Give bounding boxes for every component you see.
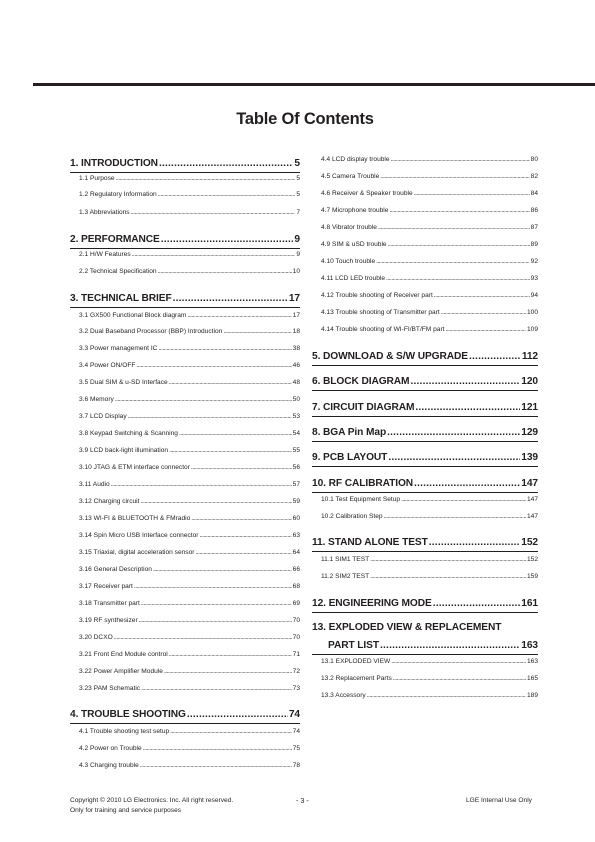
toc-entry-page: 147 bbox=[526, 513, 538, 520]
toc-entry-label: 13.3 Accessory bbox=[321, 692, 366, 699]
section-underline bbox=[70, 723, 300, 724]
toc-entry-label: 8. BGA Pin Map bbox=[312, 427, 387, 438]
toc-subsection-entry[interactable] bbox=[79, 345, 300, 352]
toc-subsection-entry[interactable] bbox=[79, 617, 300, 624]
toc-leader-dots bbox=[380, 173, 529, 180]
toc-section-entry[interactable] bbox=[312, 452, 538, 463]
toc-leader-dots bbox=[140, 762, 292, 769]
toc-subsection-entry[interactable] bbox=[321, 326, 538, 333]
toc-subsection-entry[interactable] bbox=[79, 728, 300, 735]
toc-entry-page: 7 bbox=[296, 209, 300, 216]
toc-entry-label: 3.16 General Description bbox=[79, 566, 152, 573]
toc-leader-dots bbox=[446, 326, 526, 333]
toc-entry-page: 109 bbox=[526, 326, 538, 333]
section-underline bbox=[312, 612, 538, 613]
toc-leader-dots bbox=[132, 251, 296, 258]
toc-subsection-entry[interactable] bbox=[321, 675, 538, 682]
toc-leader-dots bbox=[169, 651, 292, 658]
toc-entry-page: 69 bbox=[292, 600, 300, 607]
toc-leader-dots bbox=[441, 309, 526, 316]
toc-entry-label: 3.12 Charging circuit bbox=[79, 498, 140, 505]
toc-leader-dots bbox=[136, 362, 291, 369]
toc-entry-page: 54 bbox=[292, 430, 300, 437]
toc-entry-page: 94 bbox=[530, 292, 538, 299]
toc-subsection-entry[interactable] bbox=[321, 224, 538, 231]
toc-entry-page: 129 bbox=[521, 427, 538, 438]
toc-entry-page: 9 bbox=[296, 251, 300, 258]
toc-leader-dots bbox=[414, 190, 530, 197]
toc-leader-dots bbox=[429, 537, 521, 548]
toc-section-entry[interactable] bbox=[70, 293, 300, 304]
toc-subsection-entry[interactable] bbox=[321, 207, 538, 214]
toc-subsection-entry[interactable] bbox=[79, 651, 300, 658]
toc-leader-dots bbox=[158, 268, 292, 275]
toc-leader-dots bbox=[159, 158, 293, 169]
toc-entry-page: 60 bbox=[292, 515, 300, 522]
toc-entry-page: 74 bbox=[288, 709, 300, 720]
section-underline bbox=[312, 416, 538, 417]
toc-entry-label: 3.11 Audio bbox=[79, 481, 110, 488]
toc-leader-dots bbox=[140, 498, 291, 505]
toc-leader-dots bbox=[391, 658, 526, 665]
toc-subsection-entry[interactable] bbox=[79, 745, 300, 752]
toc-entry-label: 13.1 EXPLODED VIEW bbox=[321, 658, 391, 665]
toc-leader-dots bbox=[387, 427, 520, 438]
toc-entry-label: 2. PERFORMANCE bbox=[70, 234, 160, 245]
toc-leader-dots bbox=[195, 549, 291, 556]
toc-leader-dots bbox=[393, 675, 526, 682]
toc-subsection-entry[interactable] bbox=[79, 668, 300, 675]
toc-entry-label: 4.7 Microphone trouble bbox=[321, 207, 389, 214]
toc-subsection-entry[interactable] bbox=[79, 312, 300, 319]
toc-subsection-entry[interactable] bbox=[321, 496, 538, 503]
toc-subsection-entry[interactable] bbox=[79, 634, 300, 641]
toc-entry-page: 139 bbox=[521, 452, 538, 463]
toc-leader-dots bbox=[169, 379, 292, 386]
toc-entry-label: 4. TROUBLE SHOOTING bbox=[70, 709, 186, 720]
toc-entry-page: 46 bbox=[292, 362, 300, 369]
toc-leader-dots bbox=[158, 345, 291, 352]
toc-entry-label: 3.18 Transmitter part bbox=[79, 600, 140, 607]
toc-entry-label: 4.1 Trouble shooting test setup bbox=[79, 728, 170, 735]
toc-subsection-entry[interactable] bbox=[321, 258, 538, 265]
toc-entry-label: 3.15 Triaxial, digital acceleration sensor bbox=[79, 549, 195, 556]
toc-section-entry[interactable] bbox=[312, 427, 538, 438]
toc-entry-label: 4.2 Power on Trouble bbox=[79, 745, 142, 752]
toc-entry-label: 4.10 Touch trouble bbox=[321, 258, 376, 265]
toc-entry-page: 56 bbox=[292, 464, 300, 471]
toc-entry-label: 9. PCB LAYOUT bbox=[312, 452, 388, 463]
toc-leader-dots bbox=[179, 430, 292, 437]
toc-leader-dots bbox=[389, 207, 529, 214]
toc-entry-label: 2.1 H/W Features bbox=[79, 251, 131, 258]
toc-entry-page: 89 bbox=[530, 241, 538, 248]
toc-entry-label: 3.22 Power Amplifier Module bbox=[79, 668, 163, 675]
toc-leader-dots bbox=[384, 513, 526, 520]
toc-entry-page: 73 bbox=[292, 685, 300, 692]
toc-subsection-entry[interactable] bbox=[79, 430, 300, 437]
toc-entry-label: 3.20 DCXO bbox=[79, 634, 113, 641]
toc-subsection-entry[interactable] bbox=[79, 362, 300, 369]
toc-leader-dots bbox=[410, 376, 520, 387]
toc-entry-label: 1. INTRODUCTION bbox=[70, 158, 158, 169]
toc-section-entry[interactable] bbox=[70, 709, 300, 720]
toc-entry-page: 57 bbox=[292, 481, 300, 488]
toc-entry-label: 6. BLOCK DIAGRAM bbox=[312, 376, 410, 387]
toc-entry-page: 82 bbox=[530, 173, 538, 180]
toc-entry-label: 3.13 WI-FI & BLUETOOTH & FMradio bbox=[79, 515, 191, 522]
toc-entry-label: 1.1 Purpose bbox=[79, 175, 115, 182]
toc-entry-label: 10.1 Test Equipment Setup bbox=[321, 496, 401, 503]
section-underline bbox=[312, 390, 538, 391]
toc-leader-dots bbox=[434, 292, 530, 299]
toc-leader-dots bbox=[131, 209, 296, 216]
toc-leader-dots bbox=[367, 692, 526, 699]
toc-subsection-entry[interactable] bbox=[79, 379, 300, 386]
section-underline bbox=[312, 551, 538, 552]
toc-entry-page: 5 bbox=[296, 175, 300, 182]
toc-leader-dots bbox=[386, 275, 530, 282]
toc-leader-dots bbox=[199, 532, 291, 539]
toc-section-entry[interactable] bbox=[70, 234, 300, 245]
toc-leader-dots bbox=[187, 709, 288, 720]
toc-leader-dots bbox=[153, 566, 292, 573]
toc-entry-page: 163 bbox=[526, 658, 538, 665]
toc-entry-page: 159 bbox=[526, 573, 538, 580]
toc-subsection-entry[interactable] bbox=[79, 191, 300, 198]
toc-subsection-entry[interactable] bbox=[79, 328, 300, 335]
toc-section-entry[interactable] bbox=[312, 598, 538, 609]
toc-subsection-entry[interactable] bbox=[79, 396, 300, 403]
toc-subsection-entry[interactable] bbox=[321, 309, 538, 316]
toc-entry-label: 13.2 Replacement Parts bbox=[321, 675, 392, 682]
toc-subsection-entry[interactable] bbox=[79, 251, 300, 258]
toc-subsection-entry[interactable] bbox=[79, 413, 300, 420]
toc-entry-label: 4.8 Vibrator trouble bbox=[321, 224, 377, 231]
toc-entry-label: 3.4 Power ON/OFF bbox=[79, 362, 136, 369]
toc-entry-label: 3.23 PAM Schematic bbox=[79, 685, 141, 692]
toc-leader-dots bbox=[114, 634, 292, 641]
toc-subsection-entry[interactable] bbox=[79, 209, 300, 216]
toc-leader-dots bbox=[415, 402, 520, 413]
toc-entry-page: 64 bbox=[292, 549, 300, 556]
toc-subsection-entry[interactable] bbox=[79, 762, 300, 769]
toc-subsection-entry[interactable] bbox=[79, 481, 300, 488]
toc-subsection-entry[interactable] bbox=[79, 498, 300, 505]
toc-entry-page: 189 bbox=[526, 692, 538, 699]
section-underline bbox=[312, 365, 538, 366]
toc-leader-dots bbox=[173, 293, 288, 304]
toc-subsection-entry[interactable] bbox=[79, 549, 300, 556]
toc-entry-page: 59 bbox=[292, 498, 300, 505]
toc-leader-dots bbox=[370, 573, 526, 580]
toc-entry-page: 18 bbox=[292, 328, 300, 335]
toc-entry-label: 3.5 Dual SIM & u-SD Interface bbox=[79, 379, 168, 386]
toc-leader-dots bbox=[143, 745, 292, 752]
toc-entry-page: 17 bbox=[292, 312, 300, 319]
toc-subsection-entry[interactable] bbox=[321, 173, 538, 180]
toc-entry-label: 4.3 Charging trouble bbox=[79, 762, 139, 769]
toc-entry-label: 3.21 Front End Module control bbox=[79, 651, 168, 658]
toc-leader-dots bbox=[128, 413, 292, 420]
section-underline bbox=[70, 172, 300, 173]
toc-entry-label: PART LIST bbox=[328, 640, 379, 651]
toc-entry-page: 92 bbox=[530, 258, 538, 265]
toc-entry-label: 1.3 Abbreviations bbox=[79, 209, 130, 216]
toc-subsection-entry[interactable] bbox=[79, 268, 300, 275]
toc-entry-page: 5 bbox=[296, 191, 300, 198]
footer-page-number: - 3 - bbox=[296, 796, 309, 805]
toc-entry-page: 163 bbox=[521, 640, 538, 651]
toc-entry-page: 72 bbox=[292, 668, 300, 675]
toc-entry-label: 2.2 Technical Specification bbox=[79, 268, 157, 275]
toc-entry-page: 100 bbox=[526, 309, 538, 316]
toc-leader-dots bbox=[139, 617, 292, 624]
toc-leader-dots bbox=[170, 728, 291, 735]
toc-entry-label: 11. STAND ALONE TEST bbox=[312, 537, 428, 548]
toc-leader-dots bbox=[158, 191, 296, 198]
section-underline bbox=[312, 466, 538, 467]
toc-leader-dots bbox=[469, 351, 521, 362]
toc-leader-dots bbox=[388, 452, 520, 463]
toc-subsection-entry[interactable] bbox=[321, 190, 538, 197]
toc-entry-label: 3.8 Keypad Switching & Scanning bbox=[79, 430, 178, 437]
toc-entry-page: 10 bbox=[292, 268, 300, 275]
footer-training-note: Only for training and service purposes bbox=[70, 807, 182, 814]
toc-entry-page: 147 bbox=[526, 496, 538, 503]
toc-subsection-entry[interactable] bbox=[321, 692, 538, 699]
toc-subsection-entry[interactable] bbox=[321, 292, 538, 299]
toc-entry-page: 9 bbox=[294, 234, 300, 245]
toc-section-entry[interactable] bbox=[70, 158, 300, 169]
toc-entry-label: 7. CIRCUIT DIAGRAM bbox=[312, 402, 415, 413]
toc-entry-page: 87 bbox=[530, 224, 538, 231]
toc-entry-label: 3.19 RF synthesizer bbox=[79, 617, 138, 624]
toc-entry-label: 11.2 SIM2 TEST bbox=[321, 573, 370, 580]
toc-leader-dots bbox=[161, 234, 294, 245]
toc-subsection-entry[interactable] bbox=[79, 685, 300, 692]
toc-entry-page: 5 bbox=[294, 158, 300, 169]
toc-subsection-entry[interactable] bbox=[321, 658, 538, 665]
toc-subsection-entry[interactable] bbox=[321, 513, 538, 520]
toc-leader-dots bbox=[414, 478, 520, 489]
toc-entry-page: 70 bbox=[292, 617, 300, 624]
toc-entry-label: 4.9 SIM & uSD trouble bbox=[321, 241, 387, 248]
toc-entry-page: 68 bbox=[292, 583, 300, 590]
toc-entry-label: 3.17 Receiver part bbox=[79, 583, 133, 590]
toc-leader-dots bbox=[111, 481, 292, 488]
toc-entry-page: 161 bbox=[521, 598, 538, 609]
toc-entry-label: 3.9 LCD back-light illumination bbox=[79, 447, 169, 454]
toc-entry-page: 84 bbox=[530, 190, 538, 197]
toc-entry-label: 4.12 Trouble shooting of Receiver part bbox=[321, 292, 433, 299]
toc-subsection-entry[interactable] bbox=[79, 566, 300, 573]
toc-leader-dots bbox=[401, 496, 526, 503]
toc-subsection-entry[interactable] bbox=[79, 515, 300, 522]
toc-leader-dots bbox=[376, 258, 530, 265]
toc-entry-page: 74 bbox=[292, 728, 300, 735]
toc-entry-page: 66 bbox=[292, 566, 300, 573]
toc-leader-dots bbox=[380, 640, 520, 651]
section-underline bbox=[312, 441, 538, 442]
footer-copyright: Copyright © 2010 LG Electronics. Inc. All right reserved. bbox=[70, 797, 234, 804]
toc-entry-page: 112 bbox=[521, 351, 538, 362]
toc-leader-dots bbox=[164, 668, 292, 675]
toc-leader-dots bbox=[370, 556, 526, 563]
toc-entry-label: 3.14 Spin Micro USB Interface connector bbox=[79, 532, 199, 539]
toc-leader-dots bbox=[388, 241, 530, 248]
toc-subsection-entry[interactable] bbox=[79, 175, 300, 182]
toc-leader-dots bbox=[187, 312, 291, 319]
toc-subsection-entry[interactable] bbox=[79, 532, 300, 539]
toc-section-entry[interactable] bbox=[312, 402, 538, 413]
toc-section-entry[interactable] bbox=[312, 622, 538, 633]
toc-section-entry[interactable] bbox=[312, 376, 538, 387]
toc-entry-label: 3.7 LCD Display bbox=[79, 413, 127, 420]
toc-subsection-entry[interactable] bbox=[321, 556, 538, 563]
toc-entry-page: 78 bbox=[292, 762, 300, 769]
toc-leader-dots bbox=[115, 396, 292, 403]
toc-entry-page: 50 bbox=[292, 396, 300, 403]
toc-leader-dots bbox=[378, 224, 530, 231]
toc-entry-label: 3.3 Power management IC bbox=[79, 345, 158, 352]
toc-entry-page: 80 bbox=[530, 156, 538, 163]
toc-subsection-entry[interactable] bbox=[321, 275, 538, 282]
toc-entry-label: 10. RF CALIBRATION bbox=[312, 478, 414, 489]
toc-entry-page: 147 bbox=[521, 478, 538, 489]
toc-section-entry[interactable] bbox=[312, 351, 538, 362]
toc-subsection-entry[interactable] bbox=[321, 156, 538, 163]
toc-entry-page: 93 bbox=[530, 275, 538, 282]
section-underline bbox=[70, 307, 300, 308]
toc-entry-label: 10.2 Calibration Step bbox=[321, 513, 383, 520]
toc-leader-dots bbox=[391, 156, 530, 163]
toc-leader-dots bbox=[141, 685, 292, 692]
toc-entry-label: 3.2 Dual Baseband Processor (BBP) Introduction bbox=[79, 328, 223, 335]
toc-entry-page: 121 bbox=[521, 402, 538, 413]
toc-entry-label: 4.14 Trouble shooting of WI-FI/BT/FM part bbox=[321, 326, 445, 333]
toc-subsection-entry[interactable] bbox=[321, 573, 538, 580]
toc-entry-page: 71 bbox=[292, 651, 300, 658]
toc-entry-page: 75 bbox=[292, 745, 300, 752]
footer-copyright-block bbox=[70, 796, 233, 816]
toc-entry-page: 152 bbox=[526, 556, 538, 563]
toc-entry-label: 3.10 JTAG & ETM interface connector bbox=[79, 464, 190, 471]
section-underline bbox=[70, 248, 300, 249]
toc-leader-dots bbox=[134, 583, 292, 590]
toc-entry-label: 4.5 Camera Trouble bbox=[321, 173, 380, 180]
toc-entry-label: 5. DOWNLOAD & S/W UPGRADE bbox=[312, 351, 468, 362]
section-underline bbox=[312, 654, 538, 655]
toc-leader-dots bbox=[116, 175, 296, 182]
toc-entry-page: 165 bbox=[526, 675, 538, 682]
toc-leader-dots bbox=[169, 447, 292, 454]
toc-entry-page: 55 bbox=[292, 447, 300, 454]
toc-entry-label: 12. ENGINEERING MODE bbox=[312, 598, 432, 609]
toc-entry-label: 3. TECHNICAL BRIEF bbox=[70, 293, 172, 304]
toc-leader-dots bbox=[433, 598, 521, 609]
page-title: Table Of Contents bbox=[236, 110, 374, 128]
toc-section-entry[interactable] bbox=[312, 478, 538, 489]
toc-entry-label: 1.2 Regulatory Information bbox=[79, 191, 157, 198]
section-underline bbox=[312, 492, 538, 493]
toc-entry-label: 13. EXPLODED VIEW & REPLACEMENT bbox=[312, 622, 502, 633]
toc-section-entry[interactable] bbox=[312, 537, 538, 548]
header-rule bbox=[33, 83, 595, 86]
toc-entry-label: 3.1 GX500 Functional Block diagram bbox=[79, 312, 187, 319]
toc-entry-page: 86 bbox=[530, 207, 538, 214]
toc-entry-page: 38 bbox=[292, 345, 300, 352]
toc-subsection-entry[interactable] bbox=[79, 600, 300, 607]
toc-entry-page: 70 bbox=[292, 634, 300, 641]
toc-entry-label: 4.11 LCD LED trouble bbox=[321, 275, 386, 282]
toc-entry-label: 4.4 LCD display trouble bbox=[321, 156, 390, 163]
toc-subsection-entry[interactable] bbox=[79, 583, 300, 590]
toc-entry-page: 48 bbox=[292, 379, 300, 386]
toc-subsection-entry[interactable] bbox=[79, 447, 300, 454]
toc-leader-dots bbox=[141, 600, 292, 607]
toc-entry-page: 63 bbox=[292, 532, 300, 539]
toc-leader-dots bbox=[223, 328, 291, 335]
toc-entry-page: 120 bbox=[521, 376, 538, 387]
toc-leader-dots bbox=[191, 464, 292, 471]
toc-section-entry[interactable] bbox=[328, 640, 538, 651]
toc-subsection-entry[interactable] bbox=[79, 464, 300, 471]
toc-entry-page: 17 bbox=[288, 293, 300, 304]
toc-entry-page: 53 bbox=[292, 413, 300, 420]
toc-leader-dots bbox=[191, 515, 291, 522]
toc-entry-label: 4.13 Trouble shooting of Transmitter part bbox=[321, 309, 440, 316]
toc-subsection-entry[interactable] bbox=[321, 241, 538, 248]
toc-entry-label: 11.1 SIM1 TEST bbox=[321, 556, 370, 563]
toc-entry-label: 4.6 Receiver & Speaker trouble bbox=[321, 190, 413, 197]
footer-internal-use: LGE Internal Use Only bbox=[466, 797, 532, 804]
toc-entry-page: 152 bbox=[521, 537, 538, 548]
toc-entry-label: 3.6 Memory bbox=[79, 396, 114, 403]
